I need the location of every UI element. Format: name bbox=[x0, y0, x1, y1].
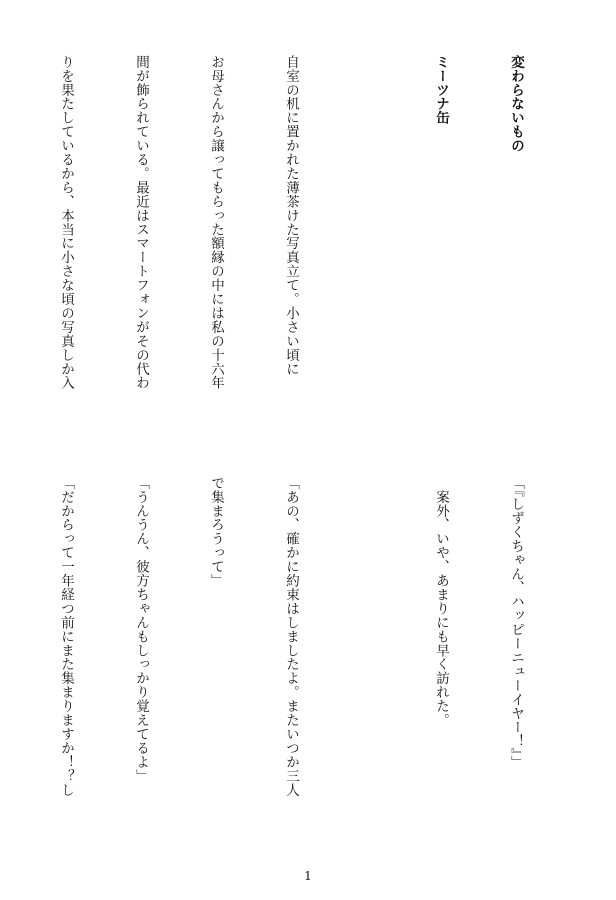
text-column bbox=[0, 476, 3, 856]
story-title: 変わらないもの bbox=[508, 55, 524, 153]
text-column: りを果たしているから、本当に小さな頃の写真しか入 bbox=[58, 55, 74, 390]
top-section bbox=[0, 55, 578, 435]
text-column: 「うんうん、彼方ちゃんもしっかり覚えてるよ」 bbox=[133, 476, 149, 783]
text-column bbox=[0, 55, 3, 435]
page-number: 1 bbox=[304, 869, 312, 883]
text-column: で集まろうって」 bbox=[208, 476, 224, 588]
text-column: お母さんから譲ってもらった額縁の中には私の十六年 bbox=[208, 55, 224, 390]
text-column: 「あの、確かに約束はしましたよ。またいつか三人 bbox=[283, 476, 299, 797]
text-column: 「だからって一年経つ前にまた集まりますか！？し bbox=[58, 476, 74, 797]
bottom-section bbox=[0, 476, 578, 856]
author-name: ミーツナ缶 bbox=[433, 55, 449, 125]
text-column bbox=[353, 476, 378, 856]
text-column: 案外、いや、あまりにも早く訪れた。 bbox=[433, 476, 449, 728]
column-gap bbox=[353, 55, 378, 435]
text-column: 自室の机に置かれた薄茶けた写真立て。小さい頃に bbox=[283, 55, 299, 376]
text-column: 間が飾られている。最近はスマートフォンがその代わ bbox=[133, 55, 149, 390]
text-column: 「『しずくちゃん、ハッピーニューイヤー！』」 bbox=[508, 476, 524, 770]
